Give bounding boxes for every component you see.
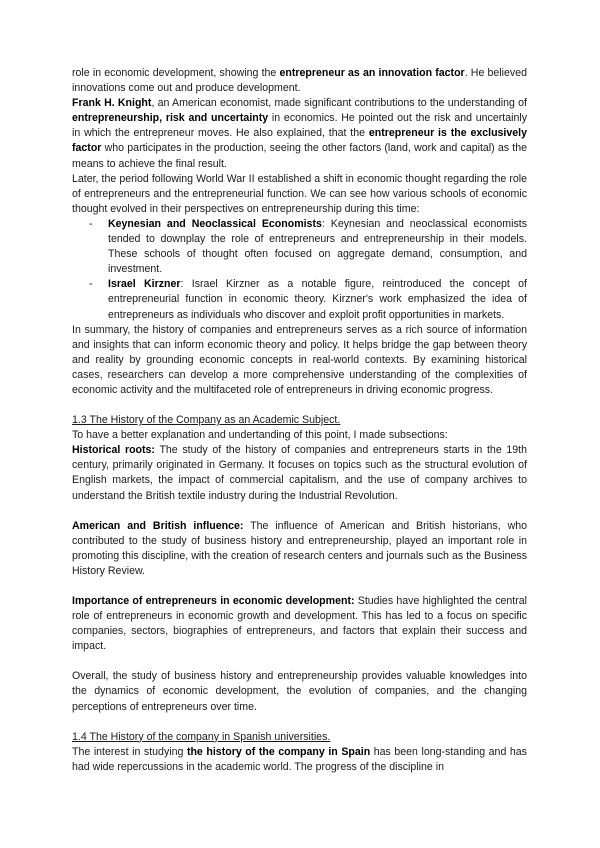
paragraph-knight: Frank H. Knight, an American economist, made significant contributions to the understanding of entrepreneurship, risk and uncertainty in economics. He pointed out the risk and uncertainly in which the entrepreneur moves. He also explained, that the entrepreneur is the exclusively factor who participates in the production, seeing the other factors (land, work and capital) as the means to achieve the final result. (72, 97, 527, 170)
section-heading-1-4: 1.4 The History of the company in Spanish universities. (72, 730, 331, 743)
paragraph-spain: The interest in studying the history of the company in Spain has been long-standing and has had wide repercussions in the academic world. The progress of the discipline in (72, 745, 527, 773)
paragraph-schumpeter-end: role in economic development, showing the entrepreneur as an innovation factor. He believed innovations come out and produce development. (72, 67, 527, 95)
section-heading-1-3: 1.3 The History of the Company as an Academic Subject. (72, 414, 341, 427)
document-page (72, 66, 527, 775)
paragraph-summary: In summary, the history of companies and entrepreneurs serves as a rich source of information and insights that can inform economic theory and policy. It helps bridge the gap between theory and reality by grounding economic concepts in real-world contexts. By examining historical cases, researchers can develop a more comprehensive understanding of the complexities of economic activity and the multifaceted role of entrepreneurs in driving economic progress. (72, 323, 527, 396)
paragraph-importance: Importance of entrepreneurs in economic development: Studies have highlighted the central role of entrepreneurs in economic growth and development. This has led to a focus on specific companies, sectors, biographies of entrepreneurs, and factors that explain their success and impact. (72, 595, 527, 653)
paragraph-postwar: Later, the period following World War II established a shift in economic thought regarding the role of entrepreneurs and the entrepreneurial function. We can see how various schools of economic thought evolved in their perspectives on entrepreneurship during this time: (72, 172, 527, 215)
schools-list (72, 217, 527, 323)
paragraph-overall: Overall, the study of business history and entrepreneurship provides valuable knowledges into the dynamics of economic development, the evolution of companies, and the changing perceptions of entrepreneurs over time. (72, 670, 527, 713)
bold-head: Historical roots: (72, 444, 155, 457)
dash-bullet: - (89, 217, 93, 230)
list-item: - Israel Kirzner: Israel Kirzner as a notable figure, reintroduced the concept of entrepreneurial function in economic theory. Kirzner's work emphasized the idea of entrepreneurs as individuals who discover and exploit profit opportunities in markets. (89, 278, 527, 321)
bold-head: Importance of entrepreneurs in economic development: (72, 595, 355, 607)
paragraph-historical-roots: Historical roots: The study of the history of companies and entrepreneurs starts in the 19th century, primarily originated in Germany. It focuses on topics such as the structural evolution of English markets, the impact of commercial capitalism, and the use of company archives to understand the British textile industry during the Industrial Revolution. (72, 444, 527, 502)
bold-phrase: entrepreneur is the exclusively factor (72, 127, 527, 155)
paragraph-subsections-intro: To have a better explanation and undertanding of this point, I made subsections: (72, 429, 448, 442)
bold-phrase: entrepreneur as an innovation factor (279, 67, 465, 79)
bold-head: American and British influence: (72, 519, 244, 532)
paragraph-american-british: American and British influence: The influence of American and British historians, who contributed to the study of business history and entrepreneurship, played an important role in promoting this discipline, with the creation of research centers and journals such as the Business History Review. (72, 519, 527, 577)
bold-phrase: entrepreneurship, risk and uncertainty (72, 112, 269, 125)
bold-head: Israel Kirzner (108, 278, 181, 291)
bold-phrase: the history of the company in Spain (186, 745, 371, 758)
dash-bullet: - (89, 278, 93, 291)
bold-name: Frank H. Knight (72, 97, 152, 110)
list-item: - Keynesian and Neoclassical Economists: Keynesian and neoclassical economists tended to downplay the role of entrepreneurs and entrepreneurship in their models. These schools of thought often focused on aggregate demand, consumption, and investment. (89, 217, 527, 276)
bold-head: Keynesian and Neoclassical Economists (108, 217, 322, 230)
